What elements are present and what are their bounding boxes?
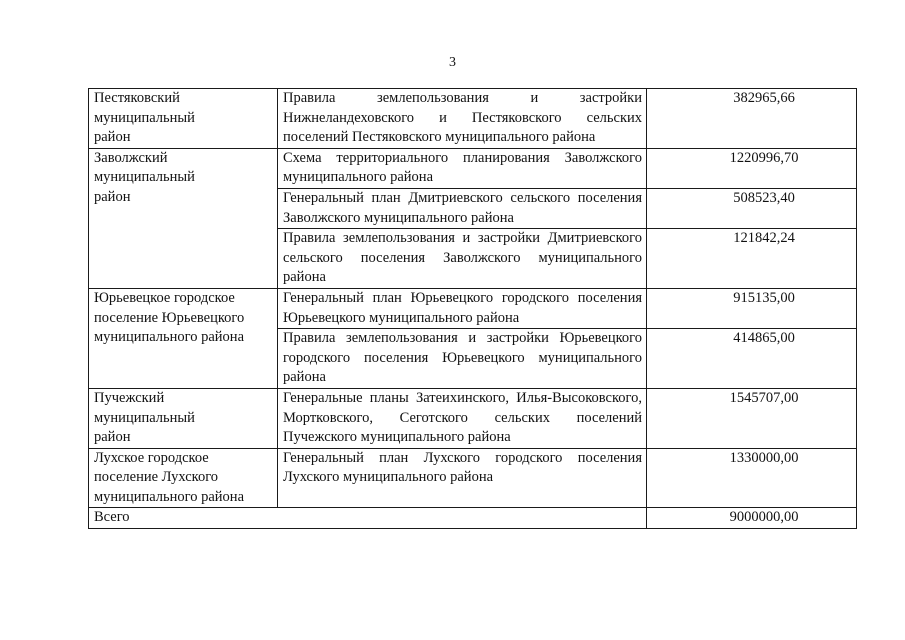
document-cell: Генеральные планы Затеихинского, Илья-Высоковского, Мортковского, Сеготского сельских поселений Пучежского муниципального района [278, 388, 647, 448]
table-row [89, 148, 857, 188]
document-cell: Правила землепользования и застройки Дмитриевского сельского поселения Заволжского муниципального района [278, 229, 647, 289]
amount-cell: 414865,00 [647, 329, 857, 389]
area-cell: Заволжский муниципальный район [89, 148, 278, 288]
amount-cell: 1545707,00 [647, 388, 857, 448]
area-cell: Лухское городское поселение Лухского муниципального района [89, 448, 278, 508]
amount-cell: 1330000,00 [647, 448, 857, 508]
page-number: 3 [449, 55, 456, 70]
document-cell: Правила землепользования и застройки Нижнеландеховского и Пестяковского сельских поселений Пестяковского муниципального района [278, 89, 647, 149]
document-cell: Схема территориального планирования Заволжского муниципального района [278, 148, 647, 188]
table-row [89, 448, 857, 508]
area-cell: Пучежский муниципальный район [89, 388, 278, 448]
total-row [89, 508, 857, 529]
amount-cell: 382965,66 [647, 89, 857, 149]
document-cell: Правила землепользования и застройки Юрьевецкого городского поселения Юрьевецкого муниципального района [278, 329, 647, 389]
area-cell: Юрьевецкое городское поселение Юрьевецкого муниципального района [89, 288, 278, 388]
table-row [89, 388, 857, 448]
total-amount: 9000000,00 [647, 508, 857, 529]
funding-table [88, 88, 857, 529]
amount-cell: 915135,00 [647, 288, 857, 328]
amount-cell: 1220996,70 [647, 148, 857, 188]
document-cell: Генеральный план Лухского городского поселения Лухского муниципального района [278, 448, 647, 508]
table-row [89, 89, 857, 149]
area-cell: Пестяковский муниципальный район [89, 89, 278, 149]
document-cell: Генеральный план Дмитриевского сельского поселения Заволжского муниципального района [278, 188, 647, 228]
amount-cell: 121842,24 [647, 229, 857, 289]
document-cell: Генеральный план Юрьевецкого городского поселения Юрьевецкого муниципального района [278, 288, 647, 328]
amount-cell: 508523,40 [647, 188, 857, 228]
total-label: Всего [89, 508, 647, 529]
table-row [89, 288, 857, 328]
